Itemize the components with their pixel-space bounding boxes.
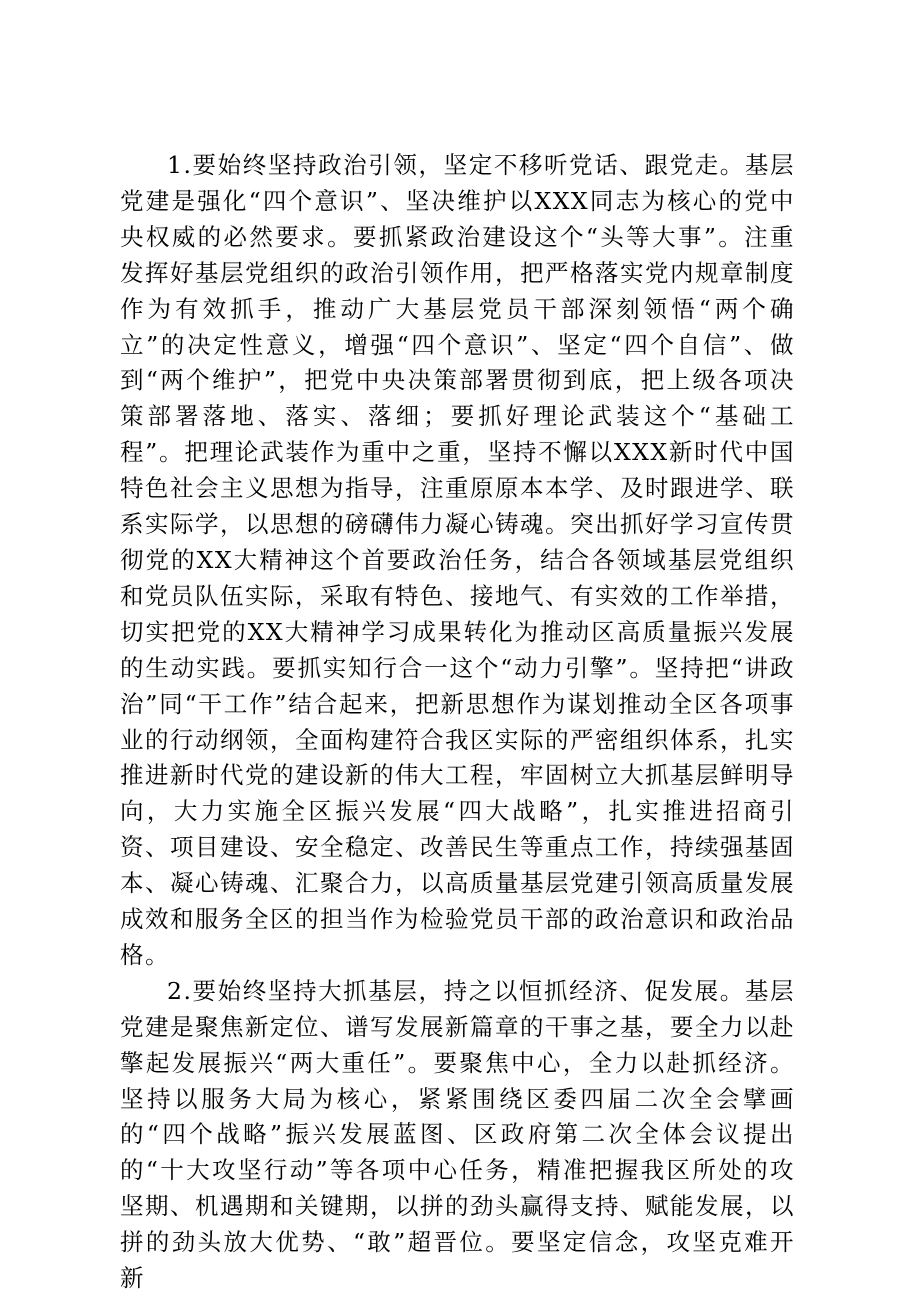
document-body xyxy=(120,148,795,1297)
paragraph-political-leadership: 1.要始终坚持政治引领，坚定不移听党话、跟党走。基层党建是强化“四个意识”、坚决维护以XXX同志为核心的党中央权威的必然要求。要抓紧政治建设这个“头等大事”。注重发挥好基层党组织的政治引领作用，把严格落实党内规章制度作为有效抓手，推动广大基层党员干部深刻领悟“两个确立”的决定性意义，增强“四个意识”、坚定“四个自信”、做到“两个维护”，把党中央决策部署贯彻到底，把上级各项决策部署落地、落实、落细；要抓好理论武装这个“基础工程”。把理论武装作为重中之重，坚持不懈以XXX新时代中国特色社会主义思想为指导，注重原原本本学、及时跟进学、联系实际学，以思想的磅礴伟力凝心铸魂。突出抓好学习宣传贯彻党的XX大精神这个首要政治任务，结合各领域基层党组织和党员队伍实际，采取有特色、接地气、有实效的工作举措，切实把党的XX大精神学习成果转化为推动区高质量振兴发展的生动实践。要抓实知行合一这个“动力引擎”。坚持把“讲政治”同“干工作”结合起来，把新思想作为谋划推动全区各项事业的行动纲领，全面构建符合我区实际的严密组织体系，扎实推进新时代党的建设新的伟大工程，牢固树立大抓基层鲜明导向，大力实施全区振兴发展“四大战略”，扎实推进招商引资、项目建设、安全稳定、改善民生等重点工作，持续强基固本、凝心铸魂、汇聚合力，以高质量基层党建引领高质量发展成效和服务全区的担当作为检验党员干部的政治意识和政治品格。 xyxy=(120,151,795,969)
paragraph-grassroots-development: 2.要始终坚持大抓基层，持之以恒抓经济、促发展。基层党建是聚焦新定位、谱写发展新篇章的干事之基，要全力以赴擎起发展振兴“两大重任”。要聚焦中心，全力以赴抓经济。坚持以服务大局为核心，紧紧围绕区委四届二次全会擘画的“四个战略”振兴发展蓝图、区政府第二次全体会议提出的“十大攻坚行动”等各项中心任务，精准把握我区所处的攻坚期、机遇期和关键期，以拼的劲头赢得支持、赋能发展，以拼的劲头放大优势、“敢”超晋位。要坚定信念，攻坚克难开新 xyxy=(120,976,795,1293)
